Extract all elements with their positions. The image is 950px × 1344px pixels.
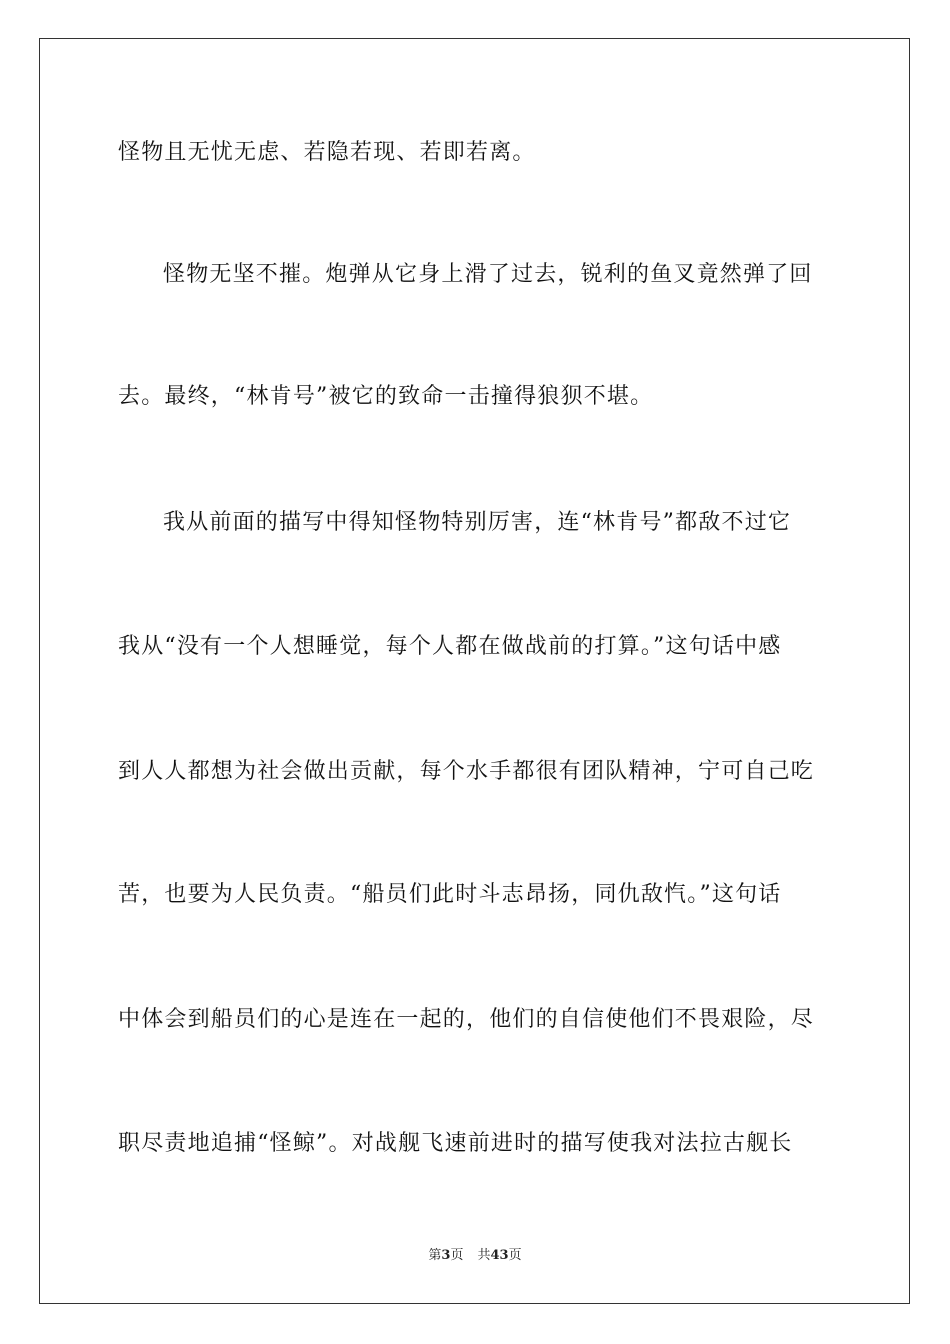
page-suffix: 页 bbox=[450, 1248, 464, 1263]
text-line-8: 中体会到船员们的心是连在一起的，他们的自信使他们不畏艰险，尽 bbox=[118, 1007, 815, 1032]
text-line-5: 我从“没有一个人想睡觉，每个人都在做战前的打算。”这句话中感 bbox=[118, 634, 782, 659]
total-pages: 43 bbox=[490, 1248, 509, 1263]
text-line-4: 我从前面的描写中得知怪物特别厉害，连“林肯号”都敌不过它 bbox=[163, 510, 792, 535]
total-suffix: 页 bbox=[508, 1248, 522, 1263]
page-number: 3 bbox=[441, 1248, 451, 1263]
text-line-7: 苦，也要为人民负责。“船员们此时斗志昂扬，同仇敌忾。”这句话 bbox=[118, 882, 782, 907]
text-line-3: 去。最终，“林肯号”被它的致命一击撞得狼狈不堪。 bbox=[118, 384, 654, 409]
page-prefix: 第 bbox=[428, 1248, 442, 1263]
page-footer bbox=[0, 1248, 950, 1264]
text-line-9: 职尽责地追捕“怪鲸”。对战舰飞速前进时的描写使我对法拉古舰长 bbox=[118, 1131, 793, 1156]
text-line-1: 怪物且无忧无虑、若隐若现、若即若离。 bbox=[118, 140, 536, 165]
text-line-2: 怪物无坚不摧。炮弹从它身上滑了过去，锐利的鱼叉竟然弹了回 bbox=[163, 262, 813, 287]
total-prefix: 共 bbox=[477, 1248, 491, 1263]
page-border bbox=[39, 38, 910, 1304]
text-line-6: 到人人都想为社会做出贡献，每个水手都很有团队精神，宁可自己吃 bbox=[118, 759, 815, 784]
